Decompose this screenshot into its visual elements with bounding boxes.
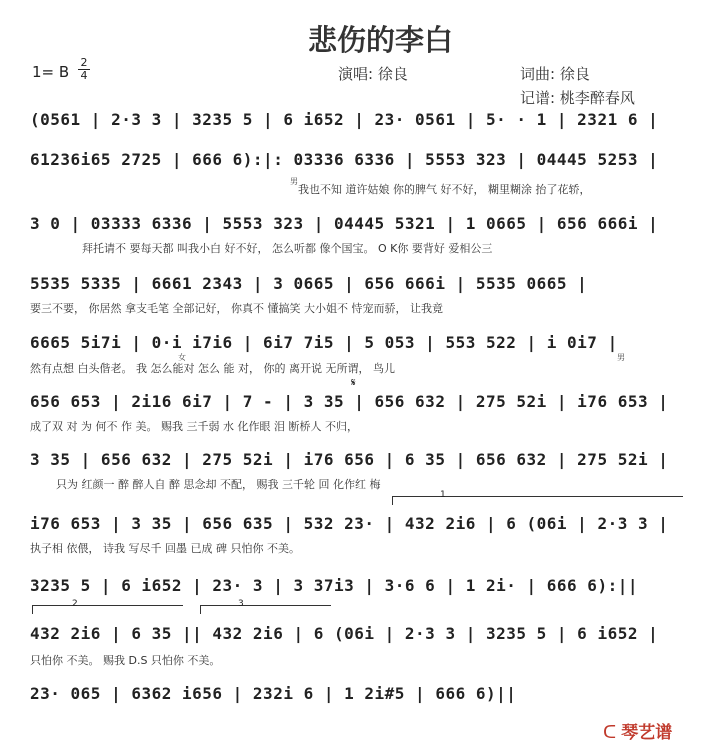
volta-number-1: 1 bbox=[440, 490, 446, 500]
volta-bracket-3 bbox=[200, 605, 331, 614]
lyrics-row-3: 拜托请不 要每天都 叫我小白 好不好， 怎么听都 像个国宝。 O K你 要背好 爱相公三 bbox=[82, 242, 493, 255]
score-row-1: (0561 | 2·3 3 | 3235 5 | 6 i652 | 23· 0561 | 5· · 1 | 2321 6 | bbox=[30, 110, 659, 129]
lyrics-row-8: 执子相 依偎， 诗我 写尽千 回墨 已成 碑 只怕你 不美。 bbox=[30, 542, 300, 555]
volta-bracket-2 bbox=[32, 605, 183, 614]
lyrics-row-10: 只怕你 不美。 赐我 D.S 只怕你 不美。 bbox=[30, 654, 221, 667]
page-title: 悲伤的李白 bbox=[308, 23, 454, 57]
site-logo bbox=[603, 718, 672, 743]
lyrics-row-4: 要三不要， 你居然 拿支毛笔 全部记好， 你真不 懂搞笑 大小姐不 恃宠而骄， 让我竟 bbox=[30, 302, 443, 315]
score-row-6: 656 653 | 2i16 6i7 | 7 - | 3 35 | 656 632 | 275 52i | i76 653 | bbox=[30, 392, 669, 411]
score-row-10: 432 2i6 | 6 35 || 432 2i6 | 6 (06i | 2·3 3 | 3235 5 | 6 i652 | bbox=[30, 624, 659, 643]
lyrics-row-2: 我也不知 道许姑娘 你的脾气 好不好， 糊里糊涂 抬了花轿， bbox=[298, 183, 591, 196]
time-signature-bottom: 4 bbox=[80, 69, 88, 82]
lyrics-row-6: 成了双 对 为 何不 作 美。 赐我 三千弱 水 化作眼 泪 断桥人 不归， bbox=[30, 420, 358, 433]
key-signature: 1= B bbox=[32, 63, 70, 81]
volta-number-3: 3 bbox=[238, 599, 244, 609]
volta-bracket-1 bbox=[392, 496, 683, 505]
score-row-7: 3 35 | 656 632 | 275 52i | i76 656 | 6 35 | 656 632 | 275 52i | bbox=[30, 450, 669, 469]
singer-credit: 演唱: 徐良 bbox=[338, 65, 408, 83]
time-signature bbox=[78, 58, 90, 81]
score-row-11: 23· 065 | 6362 i656 | 232i 6 | 1 2i#5 | 666 6)|| bbox=[30, 684, 517, 703]
logo-text: 琴艺谱 bbox=[621, 723, 673, 743]
logo-mark-icon: ᑕ bbox=[603, 722, 617, 743]
composer-credit: 词曲: 徐良 bbox=[520, 65, 590, 83]
time-signature-top: 2 bbox=[80, 56, 88, 69]
score-row-9: 3235 5 | 6 i652 | 23· 3 | 3 37i3 | 3·6 6 | 1 2i· | 666 6):|| bbox=[30, 576, 638, 595]
segno-sign: 𝄋 bbox=[351, 376, 356, 389]
score-row-5: 6665 5i7i | 0·i i7i6 | 6i7 7i5 | 5 053 | 553 522 | i 0i7 | bbox=[30, 333, 618, 352]
score-row-4: 5535 5335 | 6661 2343 | 3 0665 | 656 666i | 5535 0665 | bbox=[30, 274, 588, 293]
lyrics-row-7: 只为 红颜一 醉 醉人自 醉 思念却 不配， 赐我 三千轮 回 化作红 梅 bbox=[56, 478, 381, 491]
score-row-2: 61236i65 2725 | 666 6):|: 03336 6336 | 5553 323 | 04445 5253 | bbox=[30, 150, 659, 169]
transcriber-credit: 记谱: 桃李醉春风 bbox=[520, 89, 635, 107]
voice-marker-male: 男 bbox=[290, 177, 298, 186]
score-row-3: 3 0 | 03333 6336 | 5553 323 | 04445 5321 | 1 0665 | 656 666i | bbox=[30, 214, 659, 233]
score-row-8: i76 653 | 3 35 | 656 635 | 532 23· | 432 2i6 | 6 (06i | 2·3 3 | bbox=[30, 514, 669, 533]
volta-number-2: 2 bbox=[72, 599, 78, 609]
voice-marker-male-2: 男 bbox=[617, 353, 625, 362]
lyrics-row-5: 然有点想 白头偕老。 我 怎么能对 怎么 能 对， 你的 离开说 无所谓， 鸟儿 bbox=[30, 362, 395, 375]
voice-marker-female: 女 bbox=[178, 353, 186, 362]
